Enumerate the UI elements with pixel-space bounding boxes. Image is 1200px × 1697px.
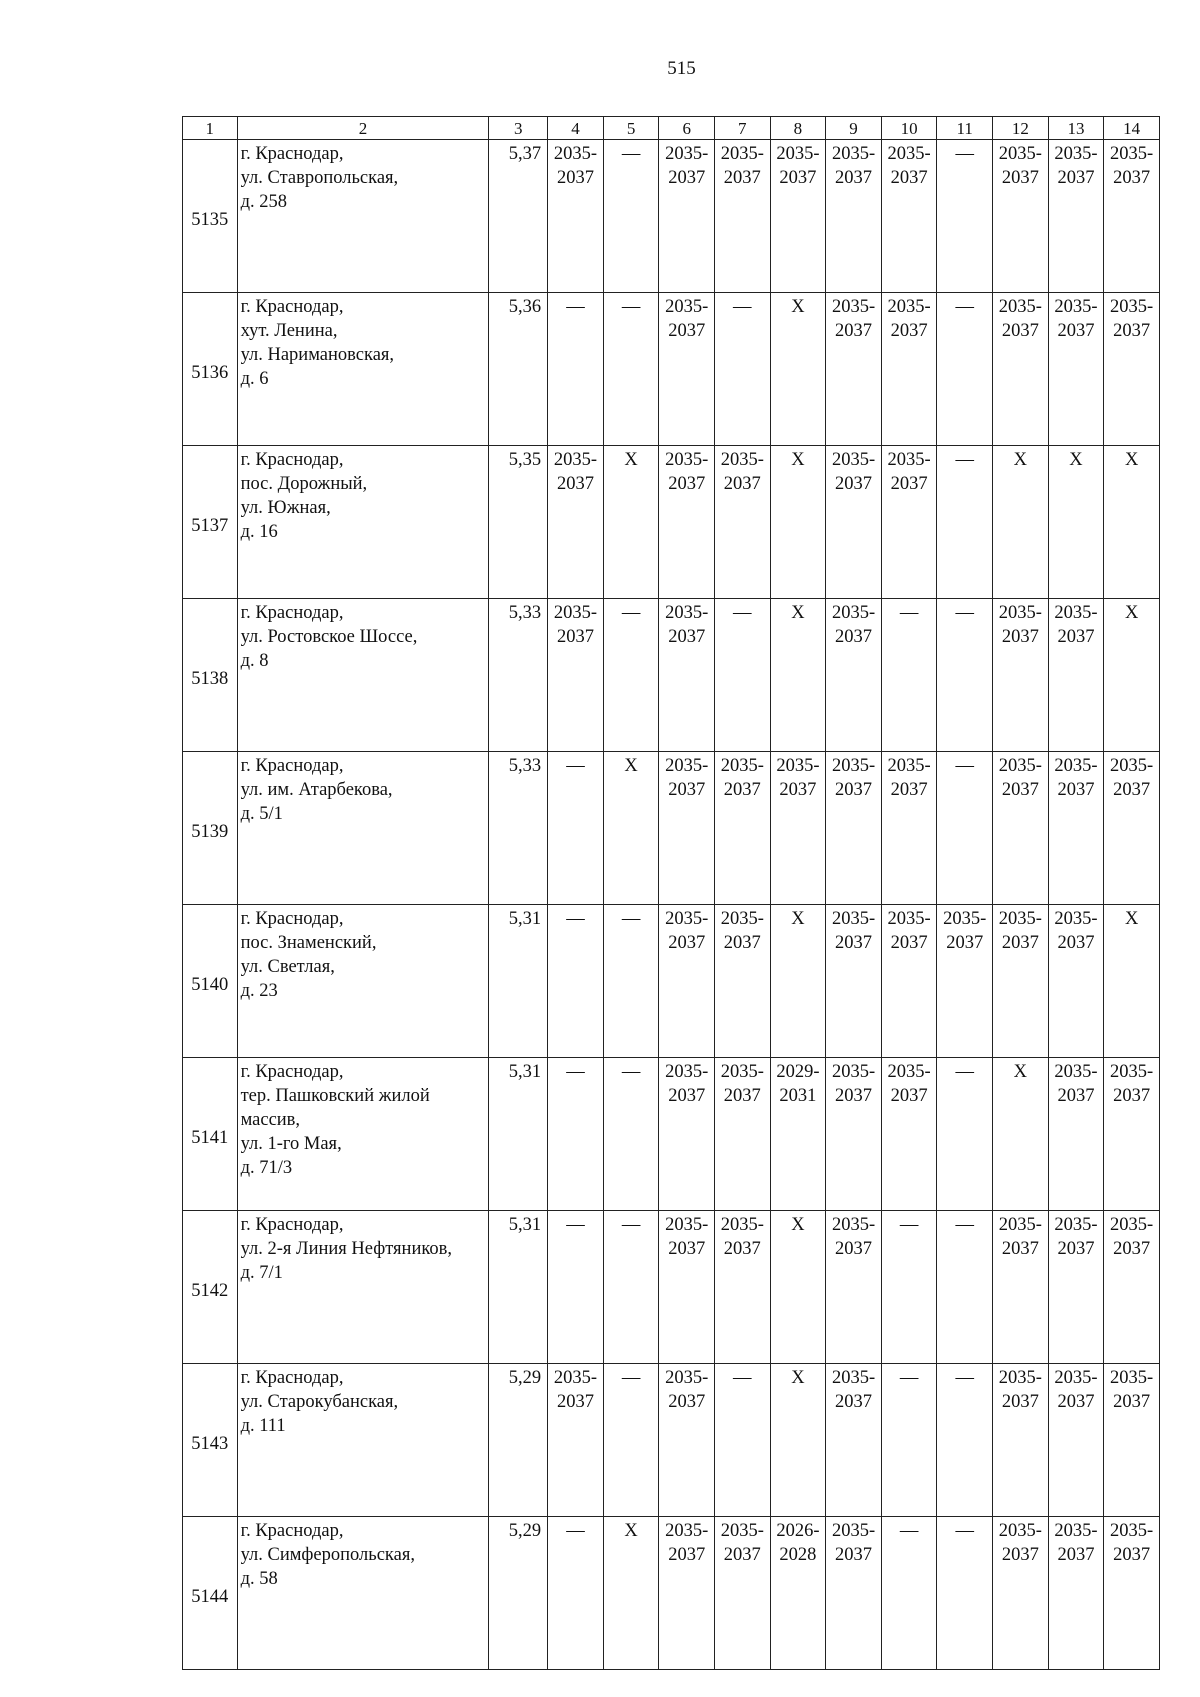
period-cell: 2035- 2037 <box>937 905 993 1058</box>
period-cell: 2026- 2028 <box>770 1517 826 1670</box>
value-cell: 5,31 <box>489 905 548 1058</box>
address-line: д. 111 <box>240 1416 286 1436</box>
period-cell: 2035- 2037 <box>659 1364 715 1517</box>
row-number: 5143 <box>183 1364 238 1517</box>
address-line: хут. Ленина, <box>240 321 338 341</box>
period-cell: 2035- 2037 <box>1048 1364 1104 1517</box>
value-cell: 5,31 <box>489 1211 548 1364</box>
address-cell <box>237 1517 489 1670</box>
data-table <box>182 116 1160 1670</box>
period-cell: Х <box>993 1058 1049 1211</box>
address-line: д. 5/1 <box>240 804 283 824</box>
period-cell: 2035- 2037 <box>1048 140 1104 293</box>
period-cell: 2035- 2037 <box>826 1517 882 1670</box>
period-cell: 2035- 2037 <box>715 905 771 1058</box>
address-cell <box>237 293 489 446</box>
address-line: д. 258 <box>240 192 287 212</box>
period-cell: 2035- 2037 <box>715 140 771 293</box>
column-header: 12 <box>993 117 1049 140</box>
period-cell: 2035- 2037 <box>659 1211 715 1364</box>
row-number: 5138 <box>183 599 238 752</box>
period-cell: 2035- 2037 <box>1048 1517 1104 1670</box>
row-number: 5139 <box>183 752 238 905</box>
address-line: ул. Старокубанская, <box>240 1392 399 1412</box>
period-cell: 2035- 2037 <box>993 905 1049 1058</box>
period-cell: — <box>603 293 659 446</box>
column-header: 4 <box>548 117 604 140</box>
period-cell: 2035- 2037 <box>548 140 604 293</box>
value-cell: 5,29 <box>489 1517 548 1670</box>
period-cell: 2035- 2037 <box>1048 599 1104 752</box>
period-cell: Х <box>603 1517 659 1670</box>
period-cell: 2035- 2037 <box>826 752 882 905</box>
column-header: 2 <box>237 117 489 140</box>
period-cell: 2035- 2037 <box>826 446 882 599</box>
address-line: ул. Светлая, <box>240 957 335 977</box>
row-number: 5144 <box>183 1517 238 1670</box>
table-row <box>183 1517 1160 1670</box>
period-cell: — <box>937 752 993 905</box>
period-cell: Х <box>1104 599 1160 752</box>
period-cell: 2029- 2031 <box>770 1058 826 1211</box>
table-row <box>183 1211 1160 1364</box>
period-cell: — <box>937 140 993 293</box>
column-header: 3 <box>489 117 548 140</box>
table-row <box>183 446 1160 599</box>
period-cell: 2035- 2037 <box>1104 1517 1160 1670</box>
column-header: 5 <box>603 117 659 140</box>
period-cell: 2035- 2037 <box>1048 752 1104 905</box>
address-cell <box>237 905 489 1058</box>
address-line: г. Краснодар, <box>240 756 344 776</box>
period-cell: — <box>881 599 937 752</box>
column-header: 13 <box>1048 117 1104 140</box>
period-cell: 2035- 2037 <box>993 140 1049 293</box>
period-cell: — <box>937 293 993 446</box>
period-cell: Х <box>1104 446 1160 599</box>
address-line: пос. Дорожный, <box>240 474 368 494</box>
period-cell: 2035- 2037 <box>715 1211 771 1364</box>
address-line: г. Краснодар, <box>240 1215 344 1235</box>
address-line: ул. Симферопольская, <box>240 1545 415 1565</box>
period-cell: Х <box>1048 446 1104 599</box>
period-cell: — <box>937 1211 993 1364</box>
row-number: 5140 <box>183 905 238 1058</box>
table-row <box>183 140 1160 293</box>
period-cell: 2035- 2037 <box>993 599 1049 752</box>
period-cell: 2035- 2037 <box>548 446 604 599</box>
period-cell: 2035- 2037 <box>1048 905 1104 1058</box>
address-line: д. 71/3 <box>240 1158 293 1178</box>
address-line: г. Краснодар, <box>240 1368 344 1388</box>
period-cell: 2035- 2037 <box>826 1364 882 1517</box>
period-cell: Х <box>770 1211 826 1364</box>
value-cell: 5,31 <box>489 1058 548 1211</box>
period-cell: — <box>548 1058 604 1211</box>
address-line: д. 58 <box>240 1569 278 1589</box>
address-line: ул. им. Атарбекова, <box>240 780 393 800</box>
period-cell: 2035- 2037 <box>1104 1211 1160 1364</box>
period-cell: 2035- 2037 <box>881 446 937 599</box>
table-row <box>183 1364 1160 1517</box>
address-line: ул. 2-я Линия Нефтяников, <box>240 1239 453 1259</box>
period-cell: 2035- 2037 <box>993 1517 1049 1670</box>
value-cell: 5,33 <box>489 752 548 905</box>
column-header: 8 <box>770 117 826 140</box>
period-cell: 2035- 2037 <box>548 599 604 752</box>
period-cell: 2035- 2037 <box>993 1364 1049 1517</box>
address-line: ул. 1-го Мая, <box>240 1134 342 1154</box>
period-cell: 2035- 2037 <box>715 1517 771 1670</box>
period-cell: — <box>548 293 604 446</box>
address-cell <box>237 446 489 599</box>
period-cell: — <box>603 1058 659 1211</box>
period-cell: — <box>603 1364 659 1517</box>
table-row <box>183 599 1160 752</box>
period-cell: Х <box>993 446 1049 599</box>
row-number: 5135 <box>183 140 238 293</box>
row-number: 5136 <box>183 293 238 446</box>
period-cell: 2035- 2037 <box>826 905 882 1058</box>
period-cell: 2035- 2037 <box>659 293 715 446</box>
period-cell: — <box>881 1517 937 1670</box>
period-cell: 2035- 2037 <box>881 905 937 1058</box>
address-line: ул. Ставропольская, <box>240 168 399 188</box>
value-cell: 5,33 <box>489 599 548 752</box>
period-cell: Х <box>603 446 659 599</box>
address-line: г. Краснодар, <box>240 1521 344 1541</box>
column-header: 14 <box>1104 117 1160 140</box>
period-cell: 2035- 2037 <box>881 293 937 446</box>
period-cell: 2035- 2037 <box>770 752 826 905</box>
address-line: г. Краснодар, <box>240 909 344 929</box>
period-cell: 2035- 2037 <box>715 446 771 599</box>
period-cell: 2035- 2037 <box>659 1058 715 1211</box>
period-cell: 2035- 2037 <box>993 752 1049 905</box>
column-header: 7 <box>715 117 771 140</box>
period-cell: Х <box>770 293 826 446</box>
row-number: 5137 <box>183 446 238 599</box>
period-cell: 2035- 2037 <box>1104 140 1160 293</box>
period-cell: 2035- 2037 <box>826 293 882 446</box>
period-cell: — <box>881 1211 937 1364</box>
period-cell: Х <box>770 446 826 599</box>
column-header: 11 <box>937 117 993 140</box>
period-cell: Х <box>603 752 659 905</box>
period-cell: 2035- 2037 <box>1048 293 1104 446</box>
period-cell: 2035- 2037 <box>1104 293 1160 446</box>
table-row <box>183 752 1160 905</box>
period-cell: — <box>937 1058 993 1211</box>
address-line: г. Краснодар, <box>240 144 344 164</box>
address-cell <box>237 752 489 905</box>
period-cell: — <box>937 599 993 752</box>
period-cell: — <box>937 446 993 599</box>
table-row <box>183 1058 1160 1211</box>
period-cell: 2035- 2037 <box>993 1211 1049 1364</box>
period-cell: — <box>603 140 659 293</box>
period-cell: 2035- 2037 <box>659 446 715 599</box>
address-line: ул. Южная, <box>240 498 331 518</box>
address-line: г. Краснодар, <box>240 603 344 623</box>
column-header: 6 <box>659 117 715 140</box>
value-cell: 5,29 <box>489 1364 548 1517</box>
address-line: пос. Знаменский, <box>240 933 377 953</box>
period-cell: — <box>715 1364 771 1517</box>
period-cell: 2035- 2037 <box>993 293 1049 446</box>
row-number: 5142 <box>183 1211 238 1364</box>
period-cell: — <box>548 905 604 1058</box>
period-cell: 2035- 2037 <box>659 1517 715 1670</box>
value-cell: 5,37 <box>489 140 548 293</box>
period-cell: 2035- 2037 <box>826 140 882 293</box>
address-line: д. 7/1 <box>240 1263 283 1283</box>
period-cell: — <box>548 1211 604 1364</box>
period-cell: — <box>937 1517 993 1670</box>
period-cell: — <box>715 293 771 446</box>
address-line: тер. Пашковский жилой <box>240 1086 430 1106</box>
address-cell <box>237 1058 489 1211</box>
period-cell: 2035- 2037 <box>1048 1211 1104 1364</box>
address-line: ул. Наримановская, <box>240 345 395 365</box>
table-row <box>183 905 1160 1058</box>
value-cell: 5,36 <box>489 293 548 446</box>
period-cell: — <box>603 1211 659 1364</box>
period-cell: — <box>881 1364 937 1517</box>
period-cell: 2035- 2037 <box>881 1058 937 1211</box>
page-number: 515 <box>667 58 696 79</box>
address-line: г. Краснодар, <box>240 297 344 317</box>
column-header: 9 <box>826 117 882 140</box>
period-cell: 2035- 2037 <box>1104 1058 1160 1211</box>
period-cell: — <box>548 752 604 905</box>
period-cell: Х <box>1104 905 1160 1058</box>
column-header: 10 <box>881 117 937 140</box>
period-cell: Х <box>770 905 826 1058</box>
period-cell: — <box>603 905 659 1058</box>
period-cell: 2035- 2037 <box>659 752 715 905</box>
period-cell: 2035- 2037 <box>659 599 715 752</box>
period-cell: 2035- 2037 <box>881 140 937 293</box>
period-cell: 2035- 2037 <box>1104 752 1160 905</box>
period-cell: 2035- 2037 <box>659 905 715 1058</box>
period-cell: 2035- 2037 <box>826 599 882 752</box>
address-line: ул. Ростовское Шоссе, <box>240 627 418 647</box>
address-line: д. 6 <box>240 369 269 389</box>
period-cell: 2035- 2037 <box>770 140 826 293</box>
address-cell <box>237 1364 489 1517</box>
column-header: 1 <box>183 117 238 140</box>
address-line: массив, <box>240 1110 301 1130</box>
period-cell: 2035- 2037 <box>715 752 771 905</box>
address-line: г. Краснодар, <box>240 1062 344 1082</box>
address-line: д. 8 <box>240 651 269 671</box>
period-cell: 2035- 2037 <box>826 1211 882 1364</box>
period-cell: 2035- 2037 <box>1048 1058 1104 1211</box>
address-cell <box>237 599 489 752</box>
address-line: д. 23 <box>240 981 278 1001</box>
period-cell: — <box>715 599 771 752</box>
period-cell: — <box>548 1517 604 1670</box>
period-cell: 2035- 2037 <box>881 752 937 905</box>
address-line: г. Краснодар, <box>240 450 344 470</box>
value-cell: 5,35 <box>489 446 548 599</box>
period-cell: 2035- 2037 <box>548 1364 604 1517</box>
row-number: 5141 <box>183 1058 238 1211</box>
period-cell: 2035- 2037 <box>715 1058 771 1211</box>
period-cell: — <box>603 599 659 752</box>
period-cell: — <box>937 1364 993 1517</box>
table-row <box>183 293 1160 446</box>
period-cell: 2035- 2037 <box>826 1058 882 1211</box>
address-cell <box>237 1211 489 1364</box>
period-cell: 2035- 2037 <box>1104 1364 1160 1517</box>
period-cell: Х <box>770 599 826 752</box>
address-line: д. 16 <box>240 522 278 542</box>
period-cell: Х <box>770 1364 826 1517</box>
header-row <box>183 117 1160 140</box>
period-cell: 2035- 2037 <box>659 140 715 293</box>
address-cell <box>237 140 489 293</box>
